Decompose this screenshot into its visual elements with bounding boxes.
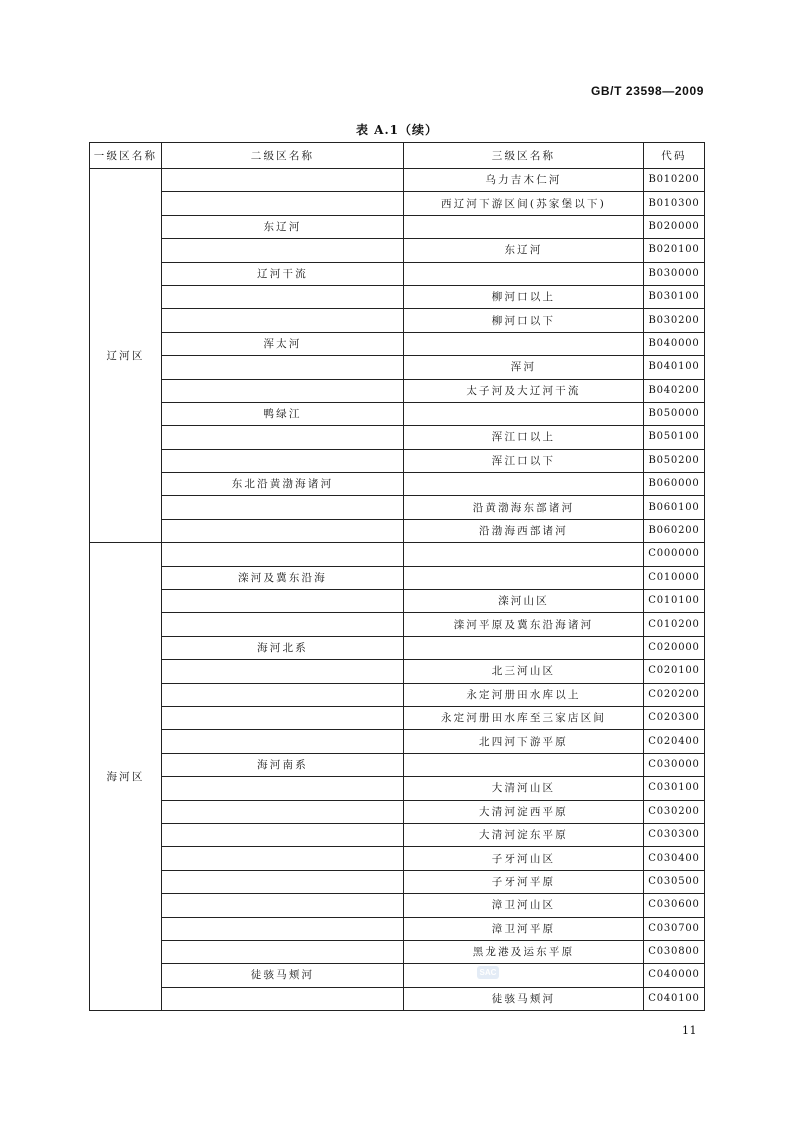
level2-region-cell — [162, 730, 404, 753]
level3-region-cell: 永定河册田水库以上 — [404, 683, 644, 706]
table-row — [90, 379, 705, 402]
level3-region-cell: 徒骇马颊河 — [404, 987, 644, 1010]
level2-region-cell — [162, 426, 404, 449]
level2-region-cell: 辽河干流 — [162, 262, 404, 285]
region-code-table — [89, 142, 705, 1011]
table-row — [90, 964, 705, 987]
code-cell: B060000 — [644, 473, 705, 496]
code-cell: C010000 — [644, 566, 705, 589]
table-row — [90, 777, 705, 800]
code-cell: C020300 — [644, 706, 705, 729]
sac-watermark: SAC — [477, 966, 499, 979]
level3-region-cell: 滦河山区 — [404, 590, 644, 613]
table-row — [90, 683, 705, 706]
level2-region-cell — [162, 940, 404, 963]
level2-region-cell — [162, 192, 404, 215]
table-row — [90, 449, 705, 472]
level2-region-cell — [162, 496, 404, 519]
level3-region-cell: 大清河淀西平原 — [404, 800, 644, 823]
level2-region-cell: 海河南系 — [162, 753, 404, 776]
level2-region-cell: 海河北系 — [162, 636, 404, 659]
table-row — [90, 613, 705, 636]
table-row — [90, 800, 705, 823]
level3-region-cell — [404, 402, 644, 425]
table-row — [90, 823, 705, 846]
level3-region-cell — [404, 262, 644, 285]
column-header-code: 代码 — [644, 143, 705, 169]
level3-region-cell — [404, 473, 644, 496]
level2-region-cell — [162, 870, 404, 893]
header-row — [90, 143, 705, 169]
level2-region-cell — [162, 239, 404, 262]
code-cell: B030000 — [644, 262, 705, 285]
table-row — [90, 473, 705, 496]
level3-region-cell: 乌力吉木仁河 — [404, 169, 644, 192]
table-row — [90, 543, 705, 566]
table-row — [90, 192, 705, 215]
level2-region-cell — [162, 706, 404, 729]
code-cell: B030200 — [644, 309, 705, 332]
table-row — [90, 169, 705, 192]
level3-region-cell — [404, 753, 644, 776]
level3-region-cell: 浑河 — [404, 356, 644, 379]
table-row — [90, 356, 705, 379]
level3-region-cell: 漳卫河山区 — [404, 894, 644, 917]
page-number: 11 — [682, 1024, 697, 1037]
level3-region-cell — [404, 543, 644, 566]
table-row — [90, 215, 705, 238]
level3-region-cell: 子牙河平原 — [404, 870, 644, 893]
code-cell: B050000 — [644, 402, 705, 425]
code-cell: B050100 — [644, 426, 705, 449]
code-cell: B010300 — [644, 192, 705, 215]
code-cell: C030000 — [644, 753, 705, 776]
table-row — [90, 870, 705, 893]
table-row — [90, 917, 705, 940]
code-cell: B050200 — [644, 449, 705, 472]
level2-region-cell — [162, 917, 404, 940]
level3-region-cell: 北三河山区 — [404, 660, 644, 683]
level2-region-cell — [162, 683, 404, 706]
level2-region-cell — [162, 519, 404, 542]
level3-region-cell: 柳河口以上 — [404, 285, 644, 308]
level1-region-cell: 辽河区 — [90, 169, 162, 543]
table-row — [90, 262, 705, 285]
level2-region-cell — [162, 169, 404, 192]
level2-region-cell — [162, 847, 404, 870]
level2-region-cell — [162, 894, 404, 917]
table-row — [90, 402, 705, 425]
level3-region-cell: 浑江口以下 — [404, 449, 644, 472]
table-row — [90, 426, 705, 449]
code-cell: B020100 — [644, 239, 705, 262]
level2-region-cell — [162, 660, 404, 683]
level3-region-cell: 滦河平原及冀东沿海诸河 — [404, 613, 644, 636]
level3-region-cell: 北四河下游平原 — [404, 730, 644, 753]
column-header-level1: 一级区名称 — [90, 143, 162, 169]
code-cell: C030200 — [644, 800, 705, 823]
level3-region-cell — [404, 566, 644, 589]
code-cell: C020100 — [644, 660, 705, 683]
level3-region-cell: 太子河及大辽河干流 — [404, 379, 644, 402]
code-cell: B060200 — [644, 519, 705, 542]
column-header-level2: 二级区名称 — [162, 143, 404, 169]
code-cell: C030600 — [644, 894, 705, 917]
level3-region-cell: 黑龙港及运东平原 — [404, 940, 644, 963]
table-row — [90, 847, 705, 870]
level3-region-cell: 东辽河 — [404, 239, 644, 262]
level2-region-cell — [162, 823, 404, 846]
level2-region-cell — [162, 285, 404, 308]
level3-region-cell — [404, 332, 644, 355]
level2-region-cell: 东辽河 — [162, 215, 404, 238]
level3-region-cell — [404, 636, 644, 659]
level2-region-cell: 鸭绿江 — [162, 402, 404, 425]
table-row — [90, 309, 705, 332]
code-cell: C030100 — [644, 777, 705, 800]
code-cell: C020400 — [644, 730, 705, 753]
level3-region-cell: 沿黄渤海东部诸河 — [404, 496, 644, 519]
table-body — [90, 169, 705, 1011]
code-cell: C030500 — [644, 870, 705, 893]
code-cell: C020200 — [644, 683, 705, 706]
code-cell: C030700 — [644, 917, 705, 940]
table-row — [90, 940, 705, 963]
level2-region-cell: 浑太河 — [162, 332, 404, 355]
level2-region-cell: 东北沿黄渤海诸河 — [162, 473, 404, 496]
code-cell: B060100 — [644, 496, 705, 519]
code-cell: C040100 — [644, 987, 705, 1010]
level3-region-cell: 西辽河下游区间(苏家堡以下) — [404, 192, 644, 215]
level2-region-cell: 徒骇马颊河 — [162, 964, 404, 987]
table-row — [90, 496, 705, 519]
level2-region-cell — [162, 379, 404, 402]
level3-region-cell — [404, 215, 644, 238]
code-cell: B040200 — [644, 379, 705, 402]
table-row — [90, 894, 705, 917]
table-row — [90, 987, 705, 1010]
code-cell: C000000 — [644, 543, 705, 566]
code-cell: B020000 — [644, 215, 705, 238]
table-row — [90, 636, 705, 659]
level3-region-cell: 浑江口以上 — [404, 426, 644, 449]
code-cell: C020000 — [644, 636, 705, 659]
level2-region-cell — [162, 777, 404, 800]
code-cell: B040000 — [644, 332, 705, 355]
code-cell: C030300 — [644, 823, 705, 846]
table-row — [90, 730, 705, 753]
level2-region-cell — [162, 590, 404, 613]
code-cell: B010200 — [644, 169, 705, 192]
code-cell: C010200 — [644, 613, 705, 636]
code-cell: B040100 — [644, 356, 705, 379]
level1-region-cell: 海河区 — [90, 543, 162, 1011]
level3-region-cell: 子牙河山区 — [404, 847, 644, 870]
table-row — [90, 590, 705, 613]
table-row — [90, 519, 705, 542]
level3-region-cell: 漳卫河平原 — [404, 917, 644, 940]
table-row — [90, 660, 705, 683]
code-cell: C040000 — [644, 964, 705, 987]
table-row — [90, 239, 705, 262]
table-row — [90, 285, 705, 308]
level3-region-cell: 永定河册田水库至三家店区间 — [404, 706, 644, 729]
code-cell: C030800 — [644, 940, 705, 963]
table-row — [90, 706, 705, 729]
level3-region-cell — [404, 964, 644, 987]
level2-region-cell — [162, 356, 404, 379]
level2-region-cell — [162, 987, 404, 1010]
level2-region-cell — [162, 613, 404, 636]
level3-region-cell: 大清河山区 — [404, 777, 644, 800]
table-row — [90, 753, 705, 776]
level3-region-cell: 大清河淀东平原 — [404, 823, 644, 846]
level2-region-cell — [162, 543, 404, 566]
code-cell: C030400 — [644, 847, 705, 870]
column-header-level3: 三级区名称 — [404, 143, 644, 169]
table-title: 表 A.1（续） — [355, 123, 439, 137]
table-header — [90, 143, 705, 169]
level3-region-cell: 沿渤海西部诸河 — [404, 519, 644, 542]
standard-number: GB/T 23598—2009 — [590, 84, 704, 98]
table-row — [90, 566, 705, 589]
level2-region-cell — [162, 309, 404, 332]
level2-region-cell: 滦河及冀东沿海 — [162, 566, 404, 589]
level2-region-cell — [162, 449, 404, 472]
table-row — [90, 332, 705, 355]
code-cell: B030100 — [644, 285, 705, 308]
code-cell: C010100 — [644, 590, 705, 613]
level2-region-cell — [162, 800, 404, 823]
level3-region-cell: 柳河口以下 — [404, 309, 644, 332]
